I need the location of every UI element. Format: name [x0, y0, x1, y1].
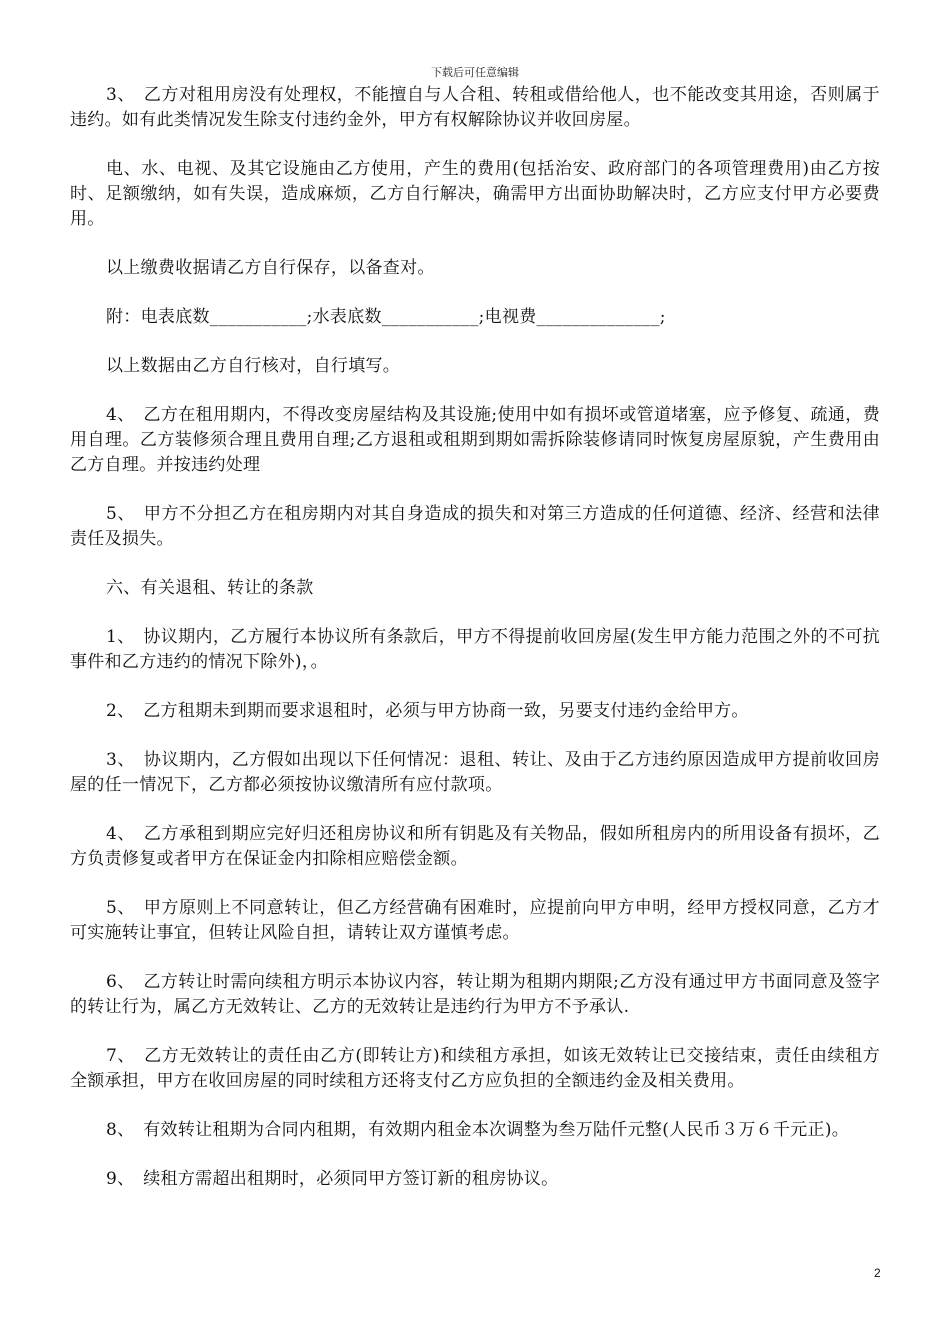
paragraph-6-2: 2、 乙方租期未到期而要求退租时，必须与甲方协商一致，另要支付违约金给甲方。 [106, 701, 749, 721]
paragraph-utilities: 电、水、电视、及其它设施由乙方使用，产生的费用(包括治安、政府部门的各项管理费用)由乙方按时、足额缴纳，如有失误，造成麻烦，乙方自行解决，确需甲方出面协助解决时，乙方应支付甲方必要费用。 [70, 159, 880, 229]
paragraph-6-7: 7、 乙方无效转让的责任由乙方(即转让方)和续租方承担，如该无效转让已交接结束，责任由续租方全额承担，甲方在收回房屋的同时续租方还将支付乙方应负担的全额违约金及相关费用。 [70, 1046, 880, 1091]
paragraph-6-3: 3、 协议期内，乙方假如出现以下任何情况：退租、转让、及由于乙方违约原因造成甲方提前收回房屋的任一情况下，乙方都必须按协议缴清所有应付款项。 [70, 750, 880, 795]
document-body [70, 83, 880, 1216]
page-header: 下载后可任意编辑 [431, 66, 519, 79]
paragraph-6-9: 9、 续租方需超出租期时，必须同甲方签订新的租房协议。 [106, 1169, 559, 1189]
paragraph-self-check: 以上数据由乙方自行核对，自行填写。 [106, 356, 401, 376]
paragraph-6-5: 5、 甲方原则上不同意转让，但乙方经营确有困难时，应提前向甲方申明，经甲方授权同意，乙方才可实施转让事宜，但转让风险自担，请转让双方谨慎考虑。 [70, 898, 880, 943]
paragraph-clause-4-structure: 4、 乙方在租用期内，不得改变房屋结构及其设施;使用中如有损坏或管道堵塞，应予修复、疏通，费用自理。乙方装修须合理且费用自理;乙方退租或租期到期如需拆除装修请同时恢复房屋原貌，产生费用由乙方自理。并按违约处理 [70, 405, 880, 475]
page-number: 2 [874, 1266, 881, 1280]
paragraph-clause-3-subletting: 3、 乙方对租用房没有处理权，不能擅自与人合租、转租或借给他人，也不能改变其用途，否则属于违约。如有此类情况发生除支付违约金外，甲方有权解除协议并收回房屋。 [70, 85, 880, 130]
paragraph-meter-readings: 附：电表底数___________;水表底数___________;电视费______________; [106, 307, 666, 327]
paragraph-receipts: 以上缴费收据请乙方自行保存，以备查对。 [106, 258, 435, 278]
paragraph-clause-5-liability: 5、 甲方不分担乙方在租房期内对其自身造成的损失和对第三方造成的任何道德、经济、经营和法律责任及损失。 [70, 504, 880, 549]
paragraph-6-1: 1、 协议期内，乙方履行本协议所有条款后，甲方不得提前收回房屋(发生甲方能力范围之外的不可抗事件和乙方违约的情况下除外)，。 [70, 627, 880, 672]
paragraph-6-4: 4、 乙方承租到期应完好归还租房协议和所有钥匙及有关物品，假如所租房内的所用设备有损坏，乙方负责修复或者甲方在保证金内扣除相应赔偿金额。 [70, 824, 880, 869]
section-heading-6: 六、有关退租、转让的条款 [106, 578, 314, 598]
paragraph-6-8: 8、 有效转让租期为合同内租期，有效期内租金本次调整为叁万陆仟元整(人民币３万６千元正)。 [106, 1120, 850, 1140]
paragraph-6-6: 6、 乙方转让时需向续租方明示本协议内容，转让期为租期内期限;乙方没有通过甲方书面同意及签字的转让行为，属乙方无效转让、乙方的无效转让是违约行为甲方不予承认. [70, 972, 880, 1017]
